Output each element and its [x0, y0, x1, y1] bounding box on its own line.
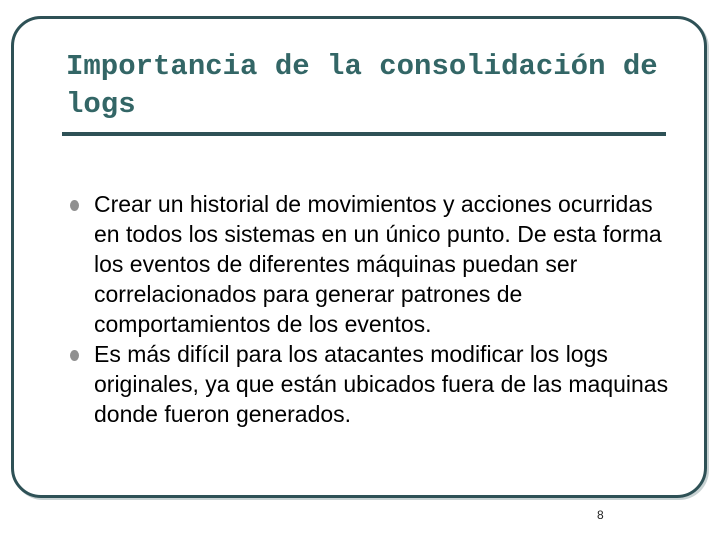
title-underline — [62, 132, 666, 136]
bullet-item — [66, 339, 676, 429]
page-number: 8 — [597, 508, 604, 522]
bullet-list — [66, 189, 676, 429]
bullet-text: Es más difícil para los atacantes modificar los logs originales, ya que están ubicados fuera de las maquinas donde fueron generados. — [94, 341, 669, 427]
bullet-text: Crear un historial de movimientos y acciones ocurridas en todos los sistemas en un único punto. De esta forma los eventos de diferentes máquinas puedan ser correlacionados para generar patrones de comportamientos de los eventos. — [94, 191, 662, 337]
bullet-item — [66, 189, 676, 339]
round-bullet-icon — [70, 350, 79, 361]
round-bullet-icon — [70, 200, 79, 211]
slide-title: Importancia de la consolidación de logs — [66, 50, 658, 121]
